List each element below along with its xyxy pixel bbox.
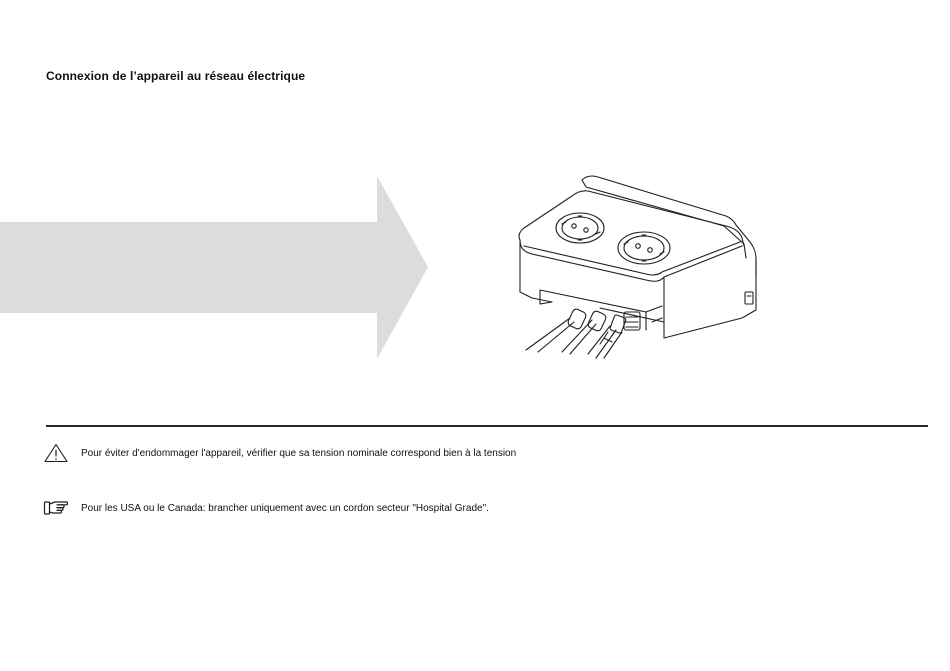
note-warning-text: Pour éviter d'endommager l'appareil, vérifier que sa tension nominale correspond bien à la tension — [81, 447, 517, 459]
note-warning — [43, 443, 516, 463]
note-hint-text: Pour les USA ou le Canada: brancher uniquement avec un cordon secteur "Hospital Grade". — [81, 502, 489, 514]
pointing-hand-icon — [43, 498, 69, 518]
device-illustration — [512, 172, 774, 362]
page-heading: Connexion de l’appareil au réseau électrique — [46, 69, 306, 83]
warning-triangle-icon — [43, 443, 69, 463]
section-divider — [46, 425, 928, 427]
large-arrow-graphic — [0, 176, 430, 360]
note-hint — [43, 498, 489, 518]
